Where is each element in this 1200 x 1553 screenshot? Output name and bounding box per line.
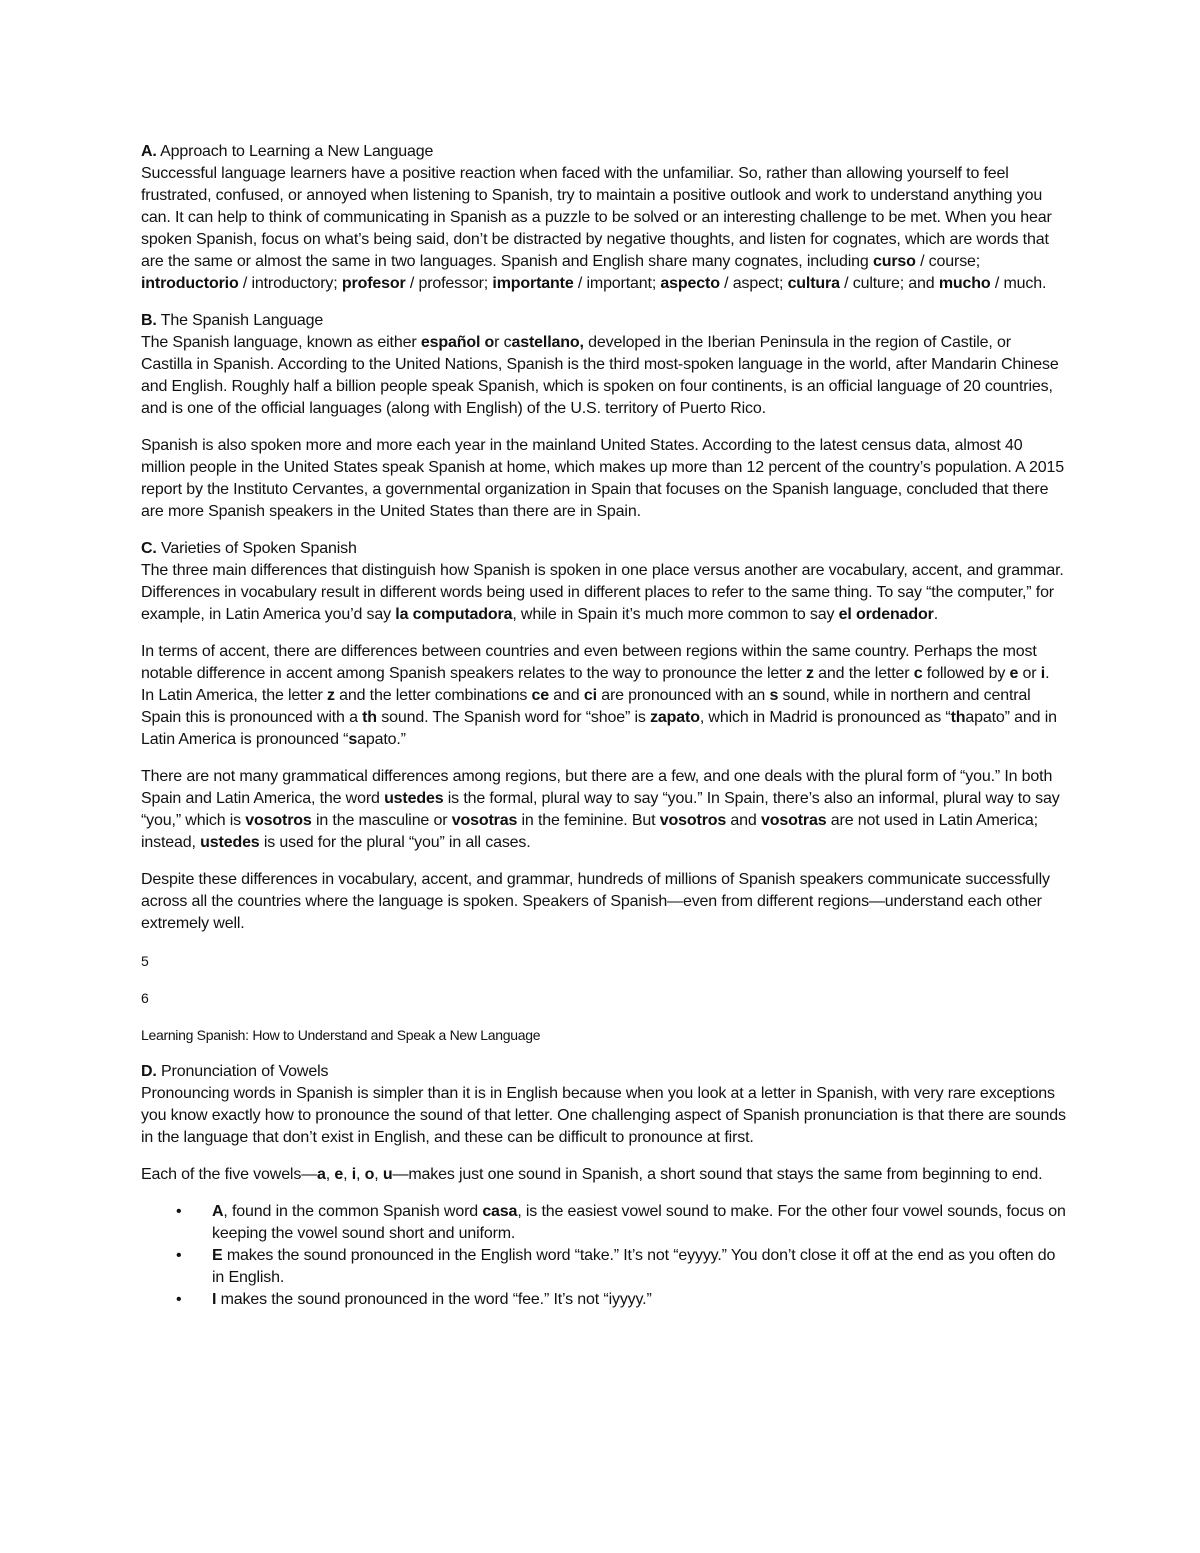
bullet-icon: • [176, 1247, 182, 1264]
bullet-icon: • [176, 1291, 182, 1308]
section-c-title: Varieties of Spoken Spanish [156, 540, 357, 557]
bold-term: curso [872, 253, 916, 270]
bold-term: astellano, [511, 334, 584, 351]
bold-term: introductorio [141, 275, 239, 292]
bold-term: z [326, 687, 335, 704]
bold-term: c [913, 665, 923, 682]
bold-term: importante [492, 275, 574, 292]
bold-term: vosotros [245, 812, 312, 829]
section-c-paragraph-2: In terms of accent, there are differences between countries and even between regions within the same country. Perhaps the most notable difference in accent among Spanish speakers relates to the way to pronounce the letter z and the letter c followed by e or i. In Latin America, the letter z and the letter combinations ce and ci are pronounced with an s sound, while in northern and central Spain this is pronounced with a th sound. The Spanish word for “shoe” is zapato, which in Madrid is pronounced as “thapato” and in Latin America is pronounced “sapato.” [141, 643, 1057, 748]
bold-term: A [212, 1203, 224, 1220]
section-c-body: The three main differences that distinguish how Spanish is spoken in one place versus another are vocabulary, accent, and grammar. Differences in vocabulary result in different words being used in different places to refer to the same thing. To say “the computer,” for example, in Latin America you’d say la computadora, while in Spain it’s much more common to say el ordenador. [141, 562, 1064, 623]
page-number-5: 5 [141, 953, 149, 969]
bold-term: español o [420, 334, 495, 351]
bold-term: i [351, 1166, 357, 1183]
bullet-icon: • [176, 1203, 182, 1220]
section-b-paragraph-2: Spanish is also spoken more and more each year in the mainland United States. According to the latest census data, almost 40 million people in the United States speak Spanish at home, which makes up more than 12 percent of the country’s population. A 2015 report by the Instituto Cervantes, a governmental organization in Spain that focuses on the Spanish language, concluded that there are more Spanish speakers in the United States than there are in Spain. [141, 437, 1065, 520]
bold-term: vosotras [760, 812, 827, 829]
section-b [141, 310, 1066, 420]
bold-term: ci [583, 687, 597, 704]
bold-term: I [212, 1291, 217, 1308]
bold-term: ustedes [384, 790, 444, 807]
section-c-heading [141, 538, 1066, 560]
bullet-text-i: I makes the sound pronounced in the word “fee.” It’s not “iyyyy.” [212, 1291, 652, 1308]
bold-term: e [334, 1166, 344, 1183]
bullet-item-i [141, 1289, 1066, 1311]
bold-term: vosotros [659, 812, 727, 829]
document-page [141, 141, 1066, 1311]
section-b-letter: B. [141, 312, 157, 329]
page-number-6: 6 [141, 990, 149, 1006]
bold-term: profesor [341, 275, 406, 292]
bold-term: la computadora [395, 606, 513, 623]
bold-term: th [362, 709, 377, 726]
section-a-heading [141, 141, 1066, 163]
bold-term: zapato [650, 709, 700, 726]
bold-term: i [1040, 665, 1046, 682]
bullet-text-e: E makes the sound pronounced in the English word “take.” It’s not “eyyyy.” You don’t close it off at the end as you often do in English. [212, 1247, 1056, 1286]
section-d-title: Pronunciation of Vowels [156, 1063, 329, 1080]
running-head: Learning Spanish: How to Understand and Speak a New Language [141, 1027, 541, 1043]
section-d-letter: D. [141, 1063, 157, 1080]
bold-term: el ordenador [838, 606, 934, 623]
bold-term: e [1009, 665, 1019, 682]
bold-term: o [364, 1166, 375, 1183]
bold-term: z [806, 665, 814, 682]
section-b-body: The Spanish language, known as either español or castellano, developed in the Iberian Peninsula in the region of Castile, or Castilla in Spanish. According to the United Nations, Spanish is the third most-spoken language in the world, after Mandarin Chinese and English. Roughly half a billion people speak Spanish, which is spoken on four continents, is an official language of 20 countries, and is one of the official languages (along with English) of the U.S. territory of Puerto Rico. [141, 334, 1059, 417]
bullet-item-e [141, 1245, 1066, 1289]
bold-term: u [382, 1166, 393, 1183]
bold-term: a [317, 1166, 326, 1183]
bold-term: th [950, 709, 966, 726]
section-a-body: Successful language learners have a positive reaction when faced with the unfamiliar. So, rather than allowing yourself to feel frustrated, confused, or annoyed when listening to Spanish, try to maintain a positive outlook and work to understand anything you can. It can help to think of communicating in Spanish as a puzzle to be solved or an interesting challenge to be met. When you hear spoken Spanish, focus on what’s being said, don’t be distracted by negative thoughts, and listen for cognates, which are words that are the same or almost the same in two languages. Spanish and English share many cognates, including curso / course; introductorio / introductory; profesor / professor; importante / important; aspecto / aspect; cultura / culture; and mucho / much. [141, 165, 1052, 292]
section-d-body: Pronouncing words in Spanish is simpler than it is in English because when you look at a letter in Spanish, with very rare exceptions you know exactly how to pronounce the sound of that letter. One challenging aspect of Spanish pronunciation is that there are sounds in the language that don’t exist in English, and these can be difficult to pronounce at first. [141, 1085, 1066, 1146]
bullet-text-a: A, found in the common Spanish word casa, is the easiest vowel sound to make. For the other four vowel sounds, focus on keeping the vowel sound short and uniform. [212, 1203, 1066, 1242]
section-c-paragraph-3: There are not many grammatical differences among regions, but there are a few, and one deals with the plural form of “you.” In both Spain and Latin America, the word ustedes is the formal, plural way to say “you.” In Spain, there’s also an informal, plural way to say “you,” which is vosotros in the masculine or vosotras in the feminine. But vosotros and vosotras are not used in Latin America; instead, ustedes is used for the plural “you” in all cases. [141, 768, 1060, 851]
section-d-heading [141, 1061, 1066, 1083]
section-d [141, 1061, 1066, 1149]
bold-term: s [348, 731, 358, 748]
bold-term: mucho [938, 275, 991, 292]
section-a-title: Approach to Learning a New Language [156, 143, 434, 160]
section-d-paragraph-2: Each of the five vowels—a, e, i, o, u—makes just one sound in Spanish, a short sound that stays the same from beginning to end. [141, 1166, 1043, 1183]
bold-term: casa [482, 1203, 518, 1220]
section-a-letter: A. [141, 143, 157, 160]
section-c [141, 538, 1066, 626]
bold-term: E [212, 1247, 223, 1264]
section-c-paragraph-4: Despite these differences in vocabulary, accent, and grammar, hundreds of millions of Spanish speakers communicate successfully across all the countries where the language is spoken. Speakers of Spanish—even from different regions—understand each other extremely well. [141, 871, 1050, 932]
bold-term: ce [531, 687, 550, 704]
bold-term: vosotras [451, 812, 518, 829]
bullet-item-a [141, 1201, 1066, 1245]
bold-term: cultura [787, 275, 840, 292]
section-a [141, 141, 1066, 295]
bold-term: aspecto [660, 275, 720, 292]
section-b-title: The Spanish Language [156, 312, 324, 329]
section-c-letter: C. [141, 540, 157, 557]
bold-term: ustedes [200, 834, 260, 851]
section-b-heading [141, 310, 1066, 332]
vowel-bullet-list [141, 1201, 1066, 1311]
bold-term: s [769, 687, 779, 704]
